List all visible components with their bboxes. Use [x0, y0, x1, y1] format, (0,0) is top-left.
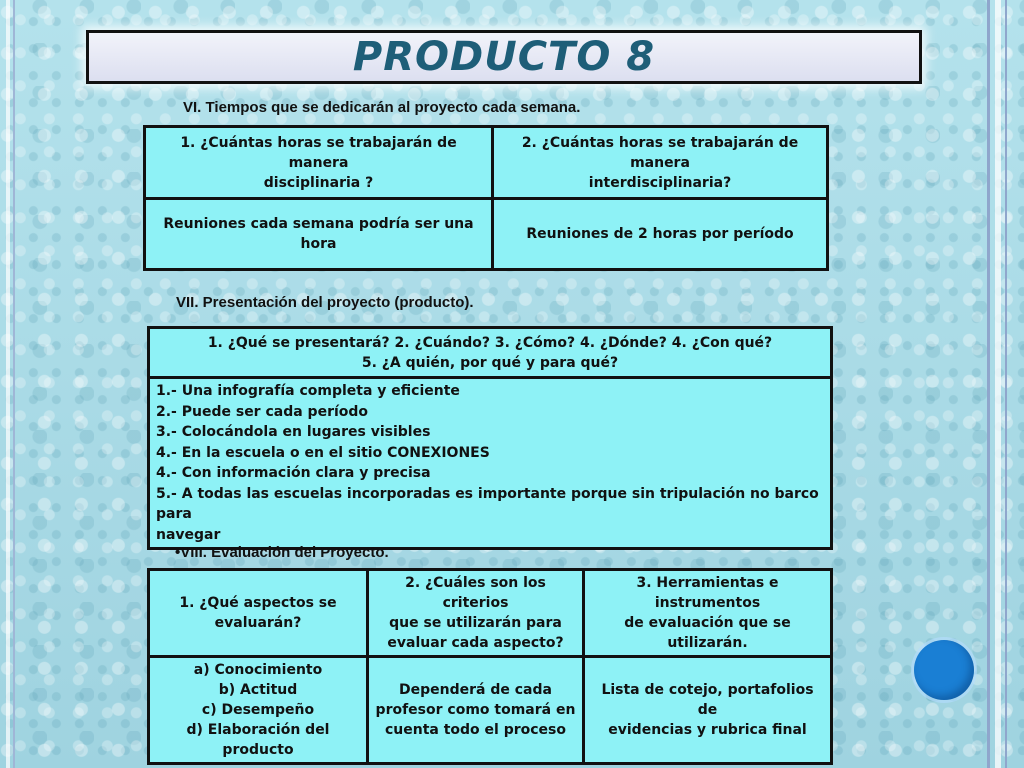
- list-item: 3.- Colocándola en lugares visibles: [156, 424, 431, 440]
- left-edge-line: [13, 0, 15, 768]
- section-7-heading: VII. Presentación del proyecto (producto).: [176, 294, 474, 311]
- right-edge-line: [987, 0, 990, 768]
- s8-cell-tools: Lista de cotejo, portafolios de evidencias y rubrica final: [584, 657, 832, 764]
- s6-question-1: 1. ¿Cuántas horas se trabajarán de manera disciplinaria ?: [145, 127, 493, 199]
- s8-header-2: 2. ¿Cuáles son los criterios que se utilizarán para evaluar cada aspecto?: [368, 570, 584, 657]
- list-item: 5.- A todas las escuelas incorporadas es importante porque sin tripulación no barco para: [156, 485, 819, 522]
- list-item: navegar: [156, 526, 221, 543]
- right-edge-stripe: [995, 0, 1001, 768]
- s6-answer-1: Reuniones cada semana podría ser una hora: [145, 199, 493, 270]
- s6-question-2: 2. ¿Cuántas horas se trabajarán de manera interdisciplinaria?: [493, 127, 828, 199]
- left-edge-stripe: [6, 0, 10, 768]
- blue-circle-button[interactable]: [914, 640, 974, 700]
- title-banner: [86, 30, 922, 84]
- s8-cell-criteria: Dependerá de cada profesor como tomará en cuenta todo el proceso: [368, 657, 584, 764]
- s7-question: 1. ¿Qué se presentará? 2. ¿Cuándo? 3. ¿Cómo? 4. ¿Dónde? 4. ¿Con qué? 5. ¿A quién, por qué y para qué?: [149, 328, 832, 378]
- section-8-table: [147, 568, 833, 765]
- s8-cell-aspects: a) Conocimiento b) Actitud c) Desempeño d) Elaboración del producto: [149, 657, 368, 764]
- s7-answers: [149, 378, 832, 549]
- page-title: PRODUCTO 8: [352, 34, 656, 80]
- section-7-table: [147, 326, 833, 550]
- section-6-heading: VI. Tiempos que se dedicarán al proyecto cada semana.: [183, 99, 581, 116]
- list-item: 4.- Con información clara y precisa: [156, 465, 431, 481]
- list-item: 4.- En la escuela o en el sitio CONEXIONES: [156, 444, 490, 461]
- section-6-table: [143, 125, 829, 271]
- section-8-heading: •VIII. Evaluación del Proyecto.: [175, 544, 389, 561]
- s8-header-1: 1. ¿Qué aspectos se evaluarán?: [149, 570, 368, 657]
- s8-header-3: 3. Herramientas e instrumentos de evaluación que se utilizarán.: [584, 570, 832, 657]
- list-item: 1.- Una infografía completa y eficiente: [156, 383, 460, 399]
- right-edge-line-outer: [1005, 0, 1007, 768]
- s6-answer-2: Reuniones de 2 horas por período: [493, 199, 828, 270]
- list-item: 2.- Puede ser cada período: [156, 403, 369, 420]
